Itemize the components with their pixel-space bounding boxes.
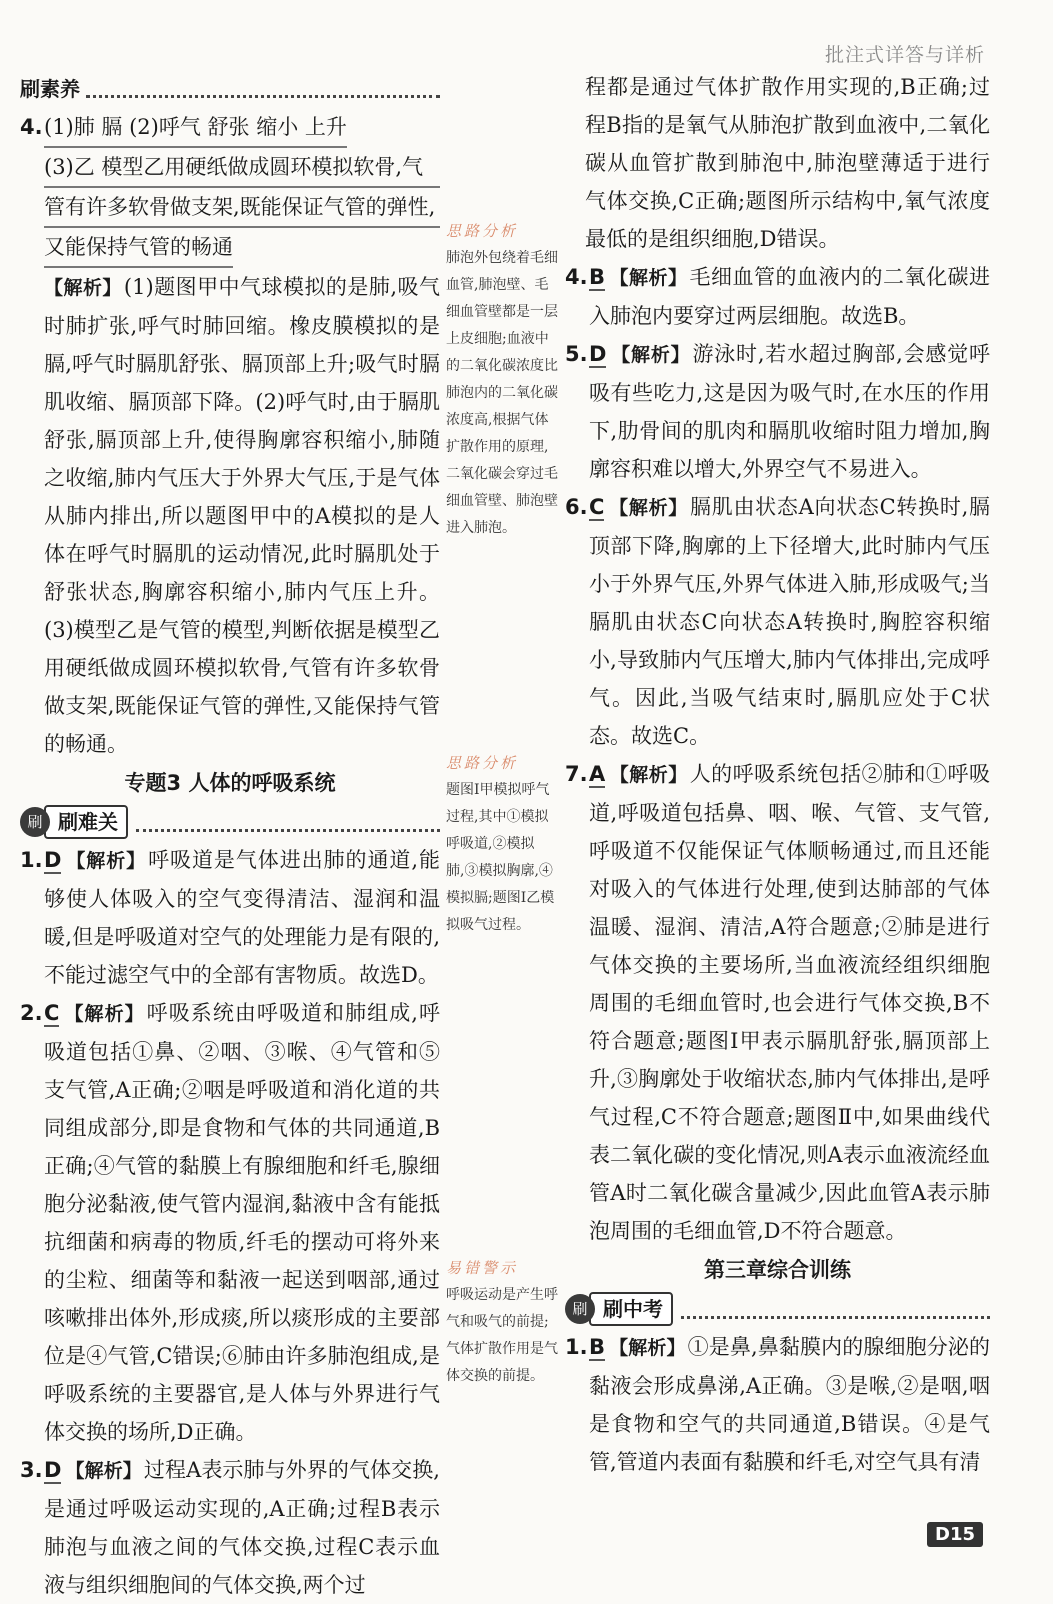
section-badge-zhongkao	[565, 1290, 990, 1328]
analysis-text: 呼吸道是气体进出肺的通道,能够使人体吸入的空气变得清洁、湿润和温暖,但是呼吸道对空气的处理能力是有限的,不能过滤空气中的全部有害物质。故选D。	[44, 848, 440, 987]
question-4	[20, 108, 440, 763]
question-number: 4.	[20, 115, 43, 139]
dotted-divider	[681, 1300, 990, 1319]
question-number: 5.	[565, 342, 588, 366]
analysis-text: (1)题图甲中气球模拟的是肺,吸气时肺扩张,呼气时肺回缩。橡皮膜模拟的是膈,呼气时膈肌舒张、膈顶部上升;吸气时膈肌收缩、膈顶部下降。(2)呼气时,由于膈肌舒张,膈顶部上升,使得胸廓容积缩小,肺随之收缩,肺内气压大于外界大气压,于是气体从肺内排出,所以题图甲中的A模拟的是人体在呼气时膈肌的运动情况,此时膈肌处于舒张状态,胸廓容积缩小,肺内气压上升。(3)模型乙是气管的模型,判断依据是模型乙用硬纸做成圆环模拟软骨,气管有许多软骨做支架,既能保证气管的弹性,又能保持气管的畅通。	[44, 275, 440, 756]
section-header-shuasuyang	[20, 70, 440, 108]
note-heading: 易错警示	[446, 1259, 519, 1277]
question-4	[565, 258, 990, 335]
left-column	[20, 70, 440, 1604]
question-2	[20, 994, 440, 1451]
topic-title: 专题3 人体的呼吸系统	[124, 771, 336, 795]
question-number: 6.	[565, 495, 588, 519]
note-heading: 思路分析	[446, 222, 519, 240]
question-number: 1.	[20, 848, 43, 872]
dotted-divider	[86, 81, 440, 98]
analysis-tag: 【解析】	[608, 497, 689, 519]
analysis-text: 毛细血管的血液内的二氧化碳进入肺泡内要穿过两层细胞。故选B。	[589, 265, 990, 328]
note-text: 肺泡外包绕着毛细血管,肺泡壁、毛细血管壁都是一层上皮细胞;血液中的二氧化碳浓度比肺泡内的二氧化碳浓度高,根据气体扩散作用的原理,二氧化碳会穿过毛细血管壁、肺泡壁进入肺泡。	[446, 250, 558, 536]
section-badge-nanguan	[20, 803, 440, 841]
answer-line-3: 管有许多软骨做支架,既能保证气管的弹性,	[44, 188, 440, 228]
question-number: 1.	[565, 1335, 588, 1359]
side-note-3	[446, 1255, 558, 1390]
question-1	[565, 1328, 990, 1481]
side-note-2	[446, 750, 558, 939]
side-note-1	[446, 218, 558, 542]
brush-icon: 刷	[20, 807, 50, 837]
question-3-continued: 程都是通过气体扩散作用实现的,B正确;过程B指的是氧气从肺泡扩散到血液中,二氧化碳从血管扩散到肺泡中,肺泡壁薄适于进行气体交换,C正确;题图所示结构中,氧气浓度最低的是组织细胞,D错误。	[585, 75, 990, 251]
analysis-tag: 【解析】	[44, 277, 122, 299]
question-3	[20, 1451, 440, 1604]
question-number: 3.	[20, 1458, 43, 1482]
answer-choice: D	[44, 848, 62, 872]
note-text: 呼吸运动是产生呼气和吸气的前提;气体扩散作用是气体交换的前提。	[446, 1287, 558, 1384]
analysis-text: 过程A表示肺与外界的气体交换,是通过呼吸运动实现的,A正确;过程B表示肺泡与血液之间的气体交换,过程C表示血液与组织细胞间的气体交换,两个过	[44, 1458, 440, 1597]
chapter-review-title: 第三章综合训练	[704, 1258, 851, 1282]
analysis-tag: 【解析】	[63, 1003, 145, 1025]
note-text: 题图Ⅰ甲模拟呼气过程,其中①模拟呼吸道,②模拟肺,③模拟胸廓,④模拟膈;题图Ⅰ乙模拟吸气过程。	[446, 782, 555, 933]
answer-line-2: (3)乙 模型乙用硬纸做成圆环模拟软骨,气	[44, 148, 440, 188]
answer-line-1: (1)肺 膈 (2)呼气 舒张 缩小 上升	[44, 108, 347, 148]
question-1	[20, 841, 440, 994]
answer-choice: D	[589, 342, 607, 366]
analysis-text: 呼吸系统由呼吸道和肺组成,呼吸道包括①鼻、②咽、③喉、④气管和⑤支气管,A正确;②咽是呼吸道和消化道的共同组成部分,即是食物和气体的共同通道,B正确;④气管的黏膜上有腺细胞和纤毛,腺细胞分泌黏液,使气管内湿润,黏液中含有能抵抗细菌和病毒的物质,纤毛的摆动可将外来的尘粒、细菌等和黏液一起送到咽部,通过咳嗽排出体外,形成痰,所以痰形成的主要部位是④气管,C错误;⑥肺由许多肺泡组成,是呼吸系统的主要器官,是人体与外界进行气体交换的场所,D正确。	[44, 1001, 440, 1444]
badge-label: 刷难关	[44, 805, 128, 839]
dotted-divider	[136, 813, 440, 832]
analysis-tag: 【解析】	[609, 764, 688, 786]
answer-line-4: 又能保持气管的畅通	[44, 228, 233, 268]
answer-choice: D	[44, 1458, 62, 1482]
answer-choice: C	[44, 1001, 60, 1025]
analysis-tag: 【解析】	[65, 1460, 142, 1482]
brush-icon: 刷	[565, 1294, 595, 1324]
question-number: 2.	[20, 1001, 43, 1025]
right-column	[565, 68, 990, 1481]
answer-choice: B	[589, 1335, 606, 1359]
analysis-tag: 【解析】	[610, 344, 691, 366]
section-label: 刷素养	[20, 77, 80, 101]
page-number: D15	[927, 1522, 983, 1547]
question-5	[565, 335, 990, 488]
answer-choice: A	[589, 762, 606, 786]
question-number: 4.	[565, 265, 588, 289]
analysis-paragraph	[44, 268, 440, 763]
answer-choice: C	[589, 495, 605, 519]
note-heading: 思路分析	[446, 754, 519, 772]
analysis-text: 游泳时,若水超过胸部,会感觉呼吸有些吃力,这是因为吸气时,在水压的作用下,肋骨间的肌肉和膈肌收缩时阻力增加,胸廓容积难以增大,外界空气不易进入。	[589, 342, 990, 481]
page-header: 批注式详答与详析	[824, 44, 985, 66]
question-6	[565, 488, 990, 755]
question-7	[565, 755, 990, 1250]
analysis-text: 人的呼吸系统包括②肺和①呼吸道,呼吸道包括鼻、咽、喉、气管、支气管,呼吸道不仅能保证气体顺畅通过,而且还能对吸入的气体进行处理,使到达肺部的气体温暖、湿润、清洁,A符合题意;②肺是进行气体交换的主要场所,当血液流经组织细胞周围的毛细血管时,也会进行气体交换,B不符合题意;题图Ⅰ甲表示膈肌舒张,膈顶部上升,③胸廓处于收缩状态,肺内气体排出,是呼气过程,C不符合题意;题图Ⅱ中,如果曲线代表二氧化碳的变化情况,则A表示血液流经血管A时二氧化碳含量减少,因此血管A表示肺泡周围的毛细血管,D不符合题意。	[589, 762, 990, 1243]
analysis-tag: 【解析】	[609, 267, 688, 289]
analysis-tag: 【解析】	[65, 850, 147, 872]
analysis-tag: 【解析】	[609, 1337, 686, 1359]
analysis-text: 膈肌由状态A向状态C转换时,膈顶部下降,胸廓的上下径增大,此时肺内气压小于外界气压,外界气体进入肺,形成吸气;当膈肌由状态C向状态A转换时,胸腔容积缩小,导致肺内气压增大,肺内气体排出,完成呼气。因此,当吸气结束时,膈肌应处于C状态。故选C。	[589, 495, 990, 748]
analysis-text: ①是鼻,鼻黏膜内的腺细胞分泌的黏液会形成鼻涕,A正确。③是喉,②是咽,咽是食物和空气的共同通道,B错误。④是气管,管道内表面有黏膜和纤毛,对空气具有清	[589, 1335, 990, 1474]
question-number: 7.	[565, 762, 588, 786]
badge-label: 刷中考	[589, 1292, 673, 1326]
answer-choice: B	[589, 265, 606, 289]
